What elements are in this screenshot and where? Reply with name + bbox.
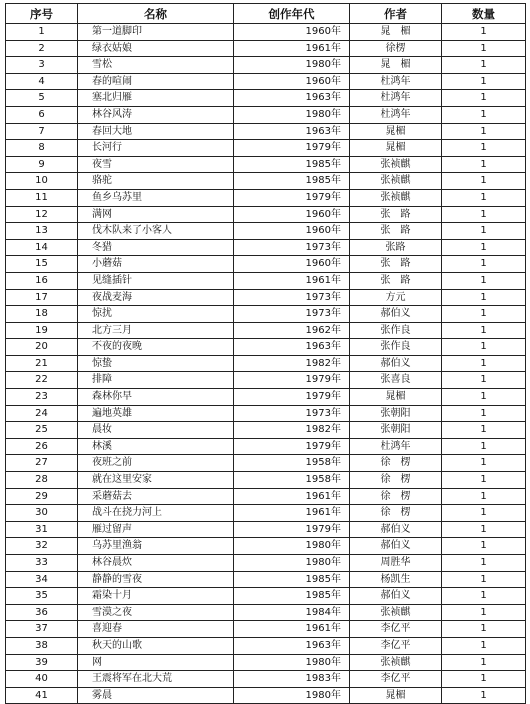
cell-author: 张 路 bbox=[350, 206, 442, 223]
cell-author: 杨凯生 bbox=[350, 571, 442, 588]
table-row bbox=[6, 272, 526, 289]
cell-year: 1982年 bbox=[234, 355, 350, 372]
cell-quantity: 1 bbox=[442, 24, 526, 41]
cell-name: 塞北归雁 bbox=[78, 90, 234, 107]
cell-name: 就在这里安家 bbox=[78, 472, 234, 489]
cell-name: 喜迎春 bbox=[78, 621, 234, 638]
cell-index: 19 bbox=[6, 322, 78, 339]
table-row bbox=[6, 239, 526, 256]
cell-name: 雁过留声 bbox=[78, 521, 234, 538]
cell-index: 3 bbox=[6, 57, 78, 74]
cell-year: 1958年 bbox=[234, 455, 350, 472]
cell-name: 长河行 bbox=[78, 140, 234, 157]
cell-name: 霜染十月 bbox=[78, 588, 234, 605]
cell-author: 张祯麒 bbox=[350, 189, 442, 206]
cell-name: 夜班之前 bbox=[78, 455, 234, 472]
table-header bbox=[6, 4, 526, 24]
table-row bbox=[6, 173, 526, 190]
cell-author: 张路 bbox=[350, 239, 442, 256]
cell-index: 17 bbox=[6, 289, 78, 306]
cell-name: 夜战麦海 bbox=[78, 289, 234, 306]
cell-year: 1973年 bbox=[234, 306, 350, 323]
table-row bbox=[6, 24, 526, 41]
cell-quantity: 1 bbox=[442, 505, 526, 522]
cell-author: 郝伯义 bbox=[350, 521, 442, 538]
cell-quantity: 1 bbox=[442, 289, 526, 306]
cell-index: 32 bbox=[6, 538, 78, 555]
cell-author: 晁 楣 bbox=[350, 24, 442, 41]
cell-quantity: 1 bbox=[442, 156, 526, 173]
cell-quantity: 1 bbox=[442, 389, 526, 406]
table-row bbox=[6, 90, 526, 107]
cell-author: 李亿平 bbox=[350, 637, 442, 654]
cell-index: 14 bbox=[6, 239, 78, 256]
table-row bbox=[6, 322, 526, 339]
table-row bbox=[6, 106, 526, 123]
header-index: 序号 bbox=[6, 4, 78, 24]
cell-index: 34 bbox=[6, 571, 78, 588]
cell-quantity: 1 bbox=[442, 206, 526, 223]
cell-name: 雪漠之夜 bbox=[78, 604, 234, 621]
cell-index: 20 bbox=[6, 339, 78, 356]
cell-index: 15 bbox=[6, 256, 78, 273]
cell-author: 徐 楞 bbox=[350, 505, 442, 522]
cell-quantity: 1 bbox=[442, 455, 526, 472]
cell-quantity: 1 bbox=[442, 339, 526, 356]
table-row bbox=[6, 422, 526, 439]
cell-year: 1983年 bbox=[234, 671, 350, 688]
cell-index: 12 bbox=[6, 206, 78, 223]
cell-year: 1960年 bbox=[234, 223, 350, 240]
cell-name: 春的喧闹 bbox=[78, 73, 234, 90]
table-row bbox=[6, 289, 526, 306]
cell-index: 30 bbox=[6, 505, 78, 522]
cell-year: 1979年 bbox=[234, 189, 350, 206]
cell-index: 38 bbox=[6, 637, 78, 654]
cell-year: 1961年 bbox=[234, 621, 350, 638]
cell-quantity: 1 bbox=[442, 106, 526, 123]
cell-year: 1963年 bbox=[234, 339, 350, 356]
cell-index: 2 bbox=[6, 40, 78, 57]
cell-year: 1980年 bbox=[234, 687, 350, 704]
cell-author: 张作良 bbox=[350, 339, 442, 356]
cell-name: 王震将军在北大荒 bbox=[78, 671, 234, 688]
cell-index: 5 bbox=[6, 90, 78, 107]
cell-name: 见缝插针 bbox=[78, 272, 234, 289]
artwork-table bbox=[5, 3, 526, 704]
cell-name: 雪松 bbox=[78, 57, 234, 74]
cell-quantity: 1 bbox=[442, 239, 526, 256]
cell-author: 郝伯义 bbox=[350, 306, 442, 323]
cell-quantity: 1 bbox=[442, 272, 526, 289]
cell-index: 4 bbox=[6, 73, 78, 90]
cell-name: 雾晨 bbox=[78, 687, 234, 704]
cell-year: 1980年 bbox=[234, 555, 350, 572]
table-row bbox=[6, 306, 526, 323]
cell-author: 张祯麒 bbox=[350, 604, 442, 621]
header-author: 作者 bbox=[350, 4, 442, 24]
table-row bbox=[6, 472, 526, 489]
cell-quantity: 1 bbox=[442, 488, 526, 505]
cell-index: 28 bbox=[6, 472, 78, 489]
cell-name: 战斗在挠力河上 bbox=[78, 505, 234, 522]
cell-year: 1979年 bbox=[234, 372, 350, 389]
cell-index: 11 bbox=[6, 189, 78, 206]
table-row bbox=[6, 206, 526, 223]
cell-author: 张朝阳 bbox=[350, 422, 442, 439]
cell-author: 杜鸿年 bbox=[350, 438, 442, 455]
cell-name: 采蘑菇去 bbox=[78, 488, 234, 505]
cell-author: 杜鸿年 bbox=[350, 73, 442, 90]
cell-index: 29 bbox=[6, 488, 78, 505]
cell-name: 不夜的夜晚 bbox=[78, 339, 234, 356]
cell-author: 张祯麒 bbox=[350, 654, 442, 671]
cell-year: 1960年 bbox=[234, 24, 350, 41]
cell-author: 徐楞 bbox=[350, 40, 442, 57]
cell-index: 40 bbox=[6, 671, 78, 688]
cell-name: 惊蛰 bbox=[78, 355, 234, 372]
cell-name: 林谷风涛 bbox=[78, 106, 234, 123]
cell-year: 1973年 bbox=[234, 289, 350, 306]
cell-year: 1982年 bbox=[234, 422, 350, 439]
cell-quantity: 1 bbox=[442, 438, 526, 455]
cell-index: 39 bbox=[6, 654, 78, 671]
cell-name: 伐木队来了小客人 bbox=[78, 223, 234, 240]
cell-year: 1984年 bbox=[234, 604, 350, 621]
cell-name: 乌苏里渔翁 bbox=[78, 538, 234, 555]
cell-year: 1961年 bbox=[234, 272, 350, 289]
cell-year: 1960年 bbox=[234, 73, 350, 90]
header-row bbox=[6, 4, 526, 24]
cell-index: 9 bbox=[6, 156, 78, 173]
cell-quantity: 1 bbox=[442, 57, 526, 74]
cell-index: 33 bbox=[6, 555, 78, 572]
cell-author: 徐 楞 bbox=[350, 488, 442, 505]
cell-name: 冬猎 bbox=[78, 239, 234, 256]
cell-index: 21 bbox=[6, 355, 78, 372]
cell-author: 张 路 bbox=[350, 223, 442, 240]
cell-year: 1985年 bbox=[234, 571, 350, 588]
cell-author: 张 路 bbox=[350, 272, 442, 289]
cell-name: 遍地英雄 bbox=[78, 405, 234, 422]
table-row bbox=[6, 40, 526, 57]
cell-year: 1962年 bbox=[234, 322, 350, 339]
cell-quantity: 1 bbox=[442, 621, 526, 638]
cell-quantity: 1 bbox=[442, 372, 526, 389]
cell-quantity: 1 bbox=[442, 90, 526, 107]
cell-year: 1980年 bbox=[234, 57, 350, 74]
cell-quantity: 1 bbox=[442, 73, 526, 90]
table-row bbox=[6, 405, 526, 422]
cell-year: 1963年 bbox=[234, 637, 350, 654]
cell-year: 1960年 bbox=[234, 256, 350, 273]
cell-author: 张喜良 bbox=[350, 372, 442, 389]
cell-index: 18 bbox=[6, 306, 78, 323]
table-row bbox=[6, 505, 526, 522]
cell-year: 1979年 bbox=[234, 389, 350, 406]
cell-name: 林溪 bbox=[78, 438, 234, 455]
table-row bbox=[6, 604, 526, 621]
cell-index: 22 bbox=[6, 372, 78, 389]
cell-quantity: 1 bbox=[442, 405, 526, 422]
cell-index: 13 bbox=[6, 223, 78, 240]
cell-year: 1985年 bbox=[234, 588, 350, 605]
cell-quantity: 1 bbox=[442, 355, 526, 372]
cell-index: 6 bbox=[6, 106, 78, 123]
cell-name: 晨妆 bbox=[78, 422, 234, 439]
cell-author: 晁楣 bbox=[350, 140, 442, 157]
table-row bbox=[6, 538, 526, 555]
cell-author: 郝伯义 bbox=[350, 355, 442, 372]
cell-author: 周胜华 bbox=[350, 555, 442, 572]
table-row bbox=[6, 637, 526, 654]
cell-year: 1961年 bbox=[234, 40, 350, 57]
cell-author: 晁楣 bbox=[350, 389, 442, 406]
table-row bbox=[6, 588, 526, 605]
table-row bbox=[6, 571, 526, 588]
cell-name: 鱼乡乌苏里 bbox=[78, 189, 234, 206]
table-row bbox=[6, 521, 526, 538]
table-row bbox=[6, 389, 526, 406]
cell-quantity: 1 bbox=[442, 538, 526, 555]
table-row bbox=[6, 671, 526, 688]
table-row bbox=[6, 256, 526, 273]
header-year: 创作年代 bbox=[234, 4, 350, 24]
cell-name: 小蘑菇 bbox=[78, 256, 234, 273]
cell-index: 8 bbox=[6, 140, 78, 157]
cell-author: 张朝阳 bbox=[350, 405, 442, 422]
cell-index: 16 bbox=[6, 272, 78, 289]
cell-author: 徐 楞 bbox=[350, 472, 442, 489]
table-row bbox=[6, 339, 526, 356]
cell-name: 夜雪 bbox=[78, 156, 234, 173]
cell-quantity: 1 bbox=[442, 637, 526, 654]
cell-year: 1961年 bbox=[234, 505, 350, 522]
cell-quantity: 1 bbox=[442, 472, 526, 489]
cell-year: 1980年 bbox=[234, 654, 350, 671]
table-row bbox=[6, 621, 526, 638]
cell-quantity: 1 bbox=[442, 521, 526, 538]
table-row bbox=[6, 355, 526, 372]
cell-author: 晁楣 bbox=[350, 123, 442, 140]
cell-index: 35 bbox=[6, 588, 78, 605]
cell-index: 10 bbox=[6, 173, 78, 190]
table-row bbox=[6, 555, 526, 572]
table-row bbox=[6, 455, 526, 472]
table-row bbox=[6, 140, 526, 157]
cell-quantity: 1 bbox=[442, 140, 526, 157]
cell-quantity: 1 bbox=[442, 223, 526, 240]
cell-author: 张作良 bbox=[350, 322, 442, 339]
cell-name: 网 bbox=[78, 654, 234, 671]
cell-quantity: 1 bbox=[442, 123, 526, 140]
cell-year: 1980年 bbox=[234, 106, 350, 123]
artwork-table-container bbox=[5, 3, 526, 704]
cell-name: 森林你早 bbox=[78, 389, 234, 406]
cell-year: 1958年 bbox=[234, 472, 350, 489]
cell-year: 1980年 bbox=[234, 538, 350, 555]
cell-name: 静静的雪夜 bbox=[78, 571, 234, 588]
cell-author: 郝伯义 bbox=[350, 538, 442, 555]
cell-index: 23 bbox=[6, 389, 78, 406]
cell-name: 绿衣姑娘 bbox=[78, 40, 234, 57]
cell-name: 第一道脚印 bbox=[78, 24, 234, 41]
cell-name: 林谷晨炊 bbox=[78, 555, 234, 572]
cell-name: 骆驼 bbox=[78, 173, 234, 190]
cell-index: 26 bbox=[6, 438, 78, 455]
cell-quantity: 1 bbox=[442, 588, 526, 605]
cell-author: 杜鸿年 bbox=[350, 90, 442, 107]
cell-quantity: 1 bbox=[442, 256, 526, 273]
cell-quantity: 1 bbox=[442, 422, 526, 439]
cell-index: 7 bbox=[6, 123, 78, 140]
cell-year: 1973年 bbox=[234, 405, 350, 422]
cell-author: 张祯麒 bbox=[350, 156, 442, 173]
cell-quantity: 1 bbox=[442, 571, 526, 588]
cell-index: 41 bbox=[6, 687, 78, 704]
header-name: 名称 bbox=[78, 4, 234, 24]
cell-name: 满网 bbox=[78, 206, 234, 223]
cell-author: 方元 bbox=[350, 289, 442, 306]
cell-index: 25 bbox=[6, 422, 78, 439]
cell-quantity: 1 bbox=[442, 604, 526, 621]
table-row bbox=[6, 223, 526, 240]
table-row bbox=[6, 123, 526, 140]
cell-author: 晁楣 bbox=[350, 687, 442, 704]
cell-author: 张 路 bbox=[350, 256, 442, 273]
header-quantity: 数量 bbox=[442, 4, 526, 24]
table-row bbox=[6, 372, 526, 389]
cell-author: 李亿平 bbox=[350, 671, 442, 688]
cell-quantity: 1 bbox=[442, 671, 526, 688]
cell-quantity: 1 bbox=[442, 40, 526, 57]
cell-name: 北方三月 bbox=[78, 322, 234, 339]
cell-year: 1963年 bbox=[234, 90, 350, 107]
cell-year: 1961年 bbox=[234, 488, 350, 505]
cell-index: 37 bbox=[6, 621, 78, 638]
table-row bbox=[6, 73, 526, 90]
cell-quantity: 1 bbox=[442, 173, 526, 190]
table-row bbox=[6, 156, 526, 173]
cell-index: 1 bbox=[6, 24, 78, 41]
cell-quantity: 1 bbox=[442, 322, 526, 339]
cell-quantity: 1 bbox=[442, 555, 526, 572]
cell-name: 惊扰 bbox=[78, 306, 234, 323]
cell-name: 秋天的山歌 bbox=[78, 637, 234, 654]
table-body bbox=[6, 24, 526, 704]
cell-quantity: 1 bbox=[442, 654, 526, 671]
cell-author: 晁 楣 bbox=[350, 57, 442, 74]
cell-author: 郝伯义 bbox=[350, 588, 442, 605]
table-row bbox=[6, 438, 526, 455]
cell-quantity: 1 bbox=[442, 687, 526, 704]
cell-year: 1979年 bbox=[234, 521, 350, 538]
cell-index: 27 bbox=[6, 455, 78, 472]
cell-index: 31 bbox=[6, 521, 78, 538]
cell-year: 1985年 bbox=[234, 156, 350, 173]
table-row bbox=[6, 654, 526, 671]
cell-year: 1979年 bbox=[234, 438, 350, 455]
cell-author: 徐 楞 bbox=[350, 455, 442, 472]
cell-year: 1985年 bbox=[234, 173, 350, 190]
table-row bbox=[6, 189, 526, 206]
cell-author: 杜鸿年 bbox=[350, 106, 442, 123]
cell-name: 排障 bbox=[78, 372, 234, 389]
cell-quantity: 1 bbox=[442, 189, 526, 206]
table-row bbox=[6, 488, 526, 505]
cell-year: 1973年 bbox=[234, 239, 350, 256]
cell-year: 1979年 bbox=[234, 140, 350, 157]
cell-author: 李亿平 bbox=[350, 621, 442, 638]
table-row bbox=[6, 687, 526, 704]
cell-author: 张祯麒 bbox=[350, 173, 442, 190]
table-row bbox=[6, 57, 526, 74]
cell-name: 春回大地 bbox=[78, 123, 234, 140]
cell-year: 1960年 bbox=[234, 206, 350, 223]
cell-year: 1963年 bbox=[234, 123, 350, 140]
cell-index: 24 bbox=[6, 405, 78, 422]
cell-index: 36 bbox=[6, 604, 78, 621]
cell-quantity: 1 bbox=[442, 306, 526, 323]
